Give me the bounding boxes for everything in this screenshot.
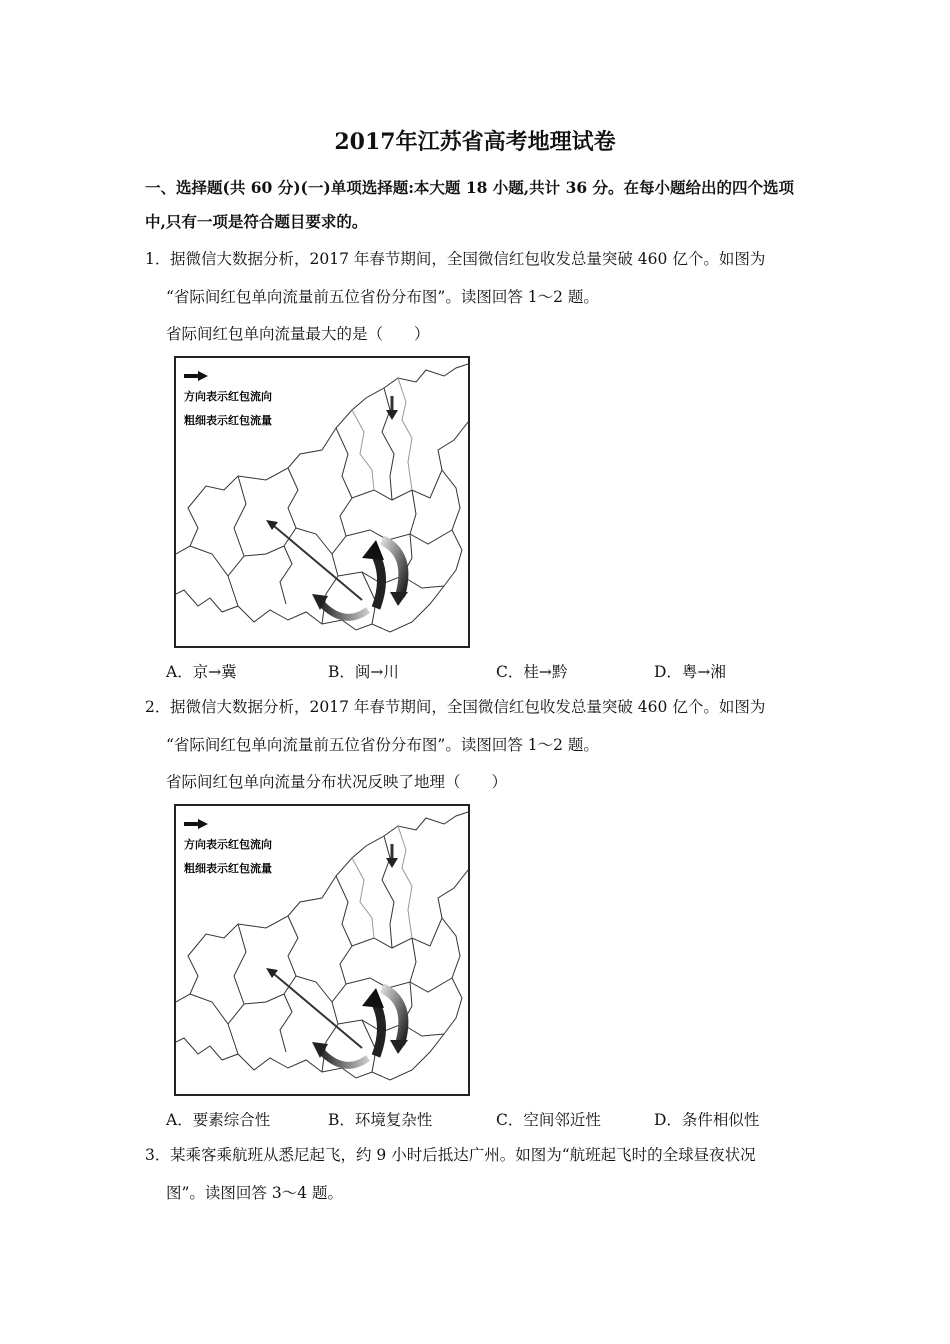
q1-stem-line2: “省际间红包单向流量前五位省份分布图”。读图回答 1～2 题。 <box>166 288 599 306</box>
section-heading-line2: 中,只有一项是符合题目要求的。 <box>145 212 368 231</box>
q2-option-b[interactable]: B．环境复杂性 <box>328 1111 433 1129</box>
province-outline-map <box>176 812 468 1080</box>
province-border-light <box>352 826 412 938</box>
flow-arrow-min-chuan <box>266 520 362 600</box>
flow-arrow-curved <box>382 988 408 1054</box>
q2-option-d[interactable]: D．条件相似性 <box>654 1111 760 1129</box>
q1-option-c[interactable]: C．桂→黔 <box>496 663 568 681</box>
q1-option-a[interactable]: A．京→冀 <box>166 663 237 681</box>
q1-option-d[interactable]: D．粤→湘 <box>654 663 726 681</box>
flow-arrow-min-chuan <box>266 968 362 1048</box>
q2-stem-line2: “省际间红包单向流量前五位省份分布图”。读图回答 1～2 题。 <box>166 736 599 754</box>
q2-map-figure <box>174 804 470 1096</box>
q1-option-b[interactable]: B．闽→川 <box>328 663 399 681</box>
q3-stem-line1: 某乘客乘航班从悉尼起飞，约 9 小时后抵达广州。如图为“航班起飞时的全球昼夜状况 <box>170 1146 756 1164</box>
section-heading-line1: 一、选择题(共 60 分)(一)单项选择题:本大题 18 小题,共计 36 分。在每小题给出的四个选项 <box>145 178 795 197</box>
legend-thickness-text: 粗细表示红包流量 <box>184 862 272 875</box>
q2-option-a[interactable]: A．要素综合性 <box>166 1111 271 1129</box>
q2-option-c[interactable]: C．空间邻近性 <box>496 1111 601 1129</box>
province-outline-map <box>176 364 468 632</box>
legend-direction-text: 方向表示红包流向 <box>184 838 272 851</box>
q1-prompt: 省际间红包单向流量最大的是（ ） <box>166 325 430 343</box>
legend-arrow-icon <box>184 819 208 829</box>
province-border-light <box>352 378 412 490</box>
q2-stem-line1: 据微信大数据分析，2017 年春节期间，全国微信红包收发总量突破 460 亿个。如图为 <box>170 698 766 716</box>
legend-thickness-text: 粗细表示红包流量 <box>184 414 272 427</box>
legend-direction-text: 方向表示红包流向 <box>184 390 272 403</box>
q1-number: 1． <box>145 250 171 268</box>
flow-arrow-curved <box>382 540 408 606</box>
legend-arrow-icon <box>184 371 208 381</box>
q3-stem-line2: 图”。读图回答 3～4 题。 <box>166 1184 344 1202</box>
q1-map-figure <box>174 356 470 648</box>
q3-number: 3． <box>145 1146 171 1164</box>
page-title: 2017年江苏省高考地理试卷 <box>334 129 616 155</box>
q1-stem-line1: 据微信大数据分析，2017 年春节期间，全国微信红包收发总量突破 460 亿个。如图为 <box>170 250 766 268</box>
q2-number: 2． <box>145 698 171 716</box>
q2-prompt: 省际间红包单向流量分布状况反映了地理（ ） <box>166 773 508 791</box>
